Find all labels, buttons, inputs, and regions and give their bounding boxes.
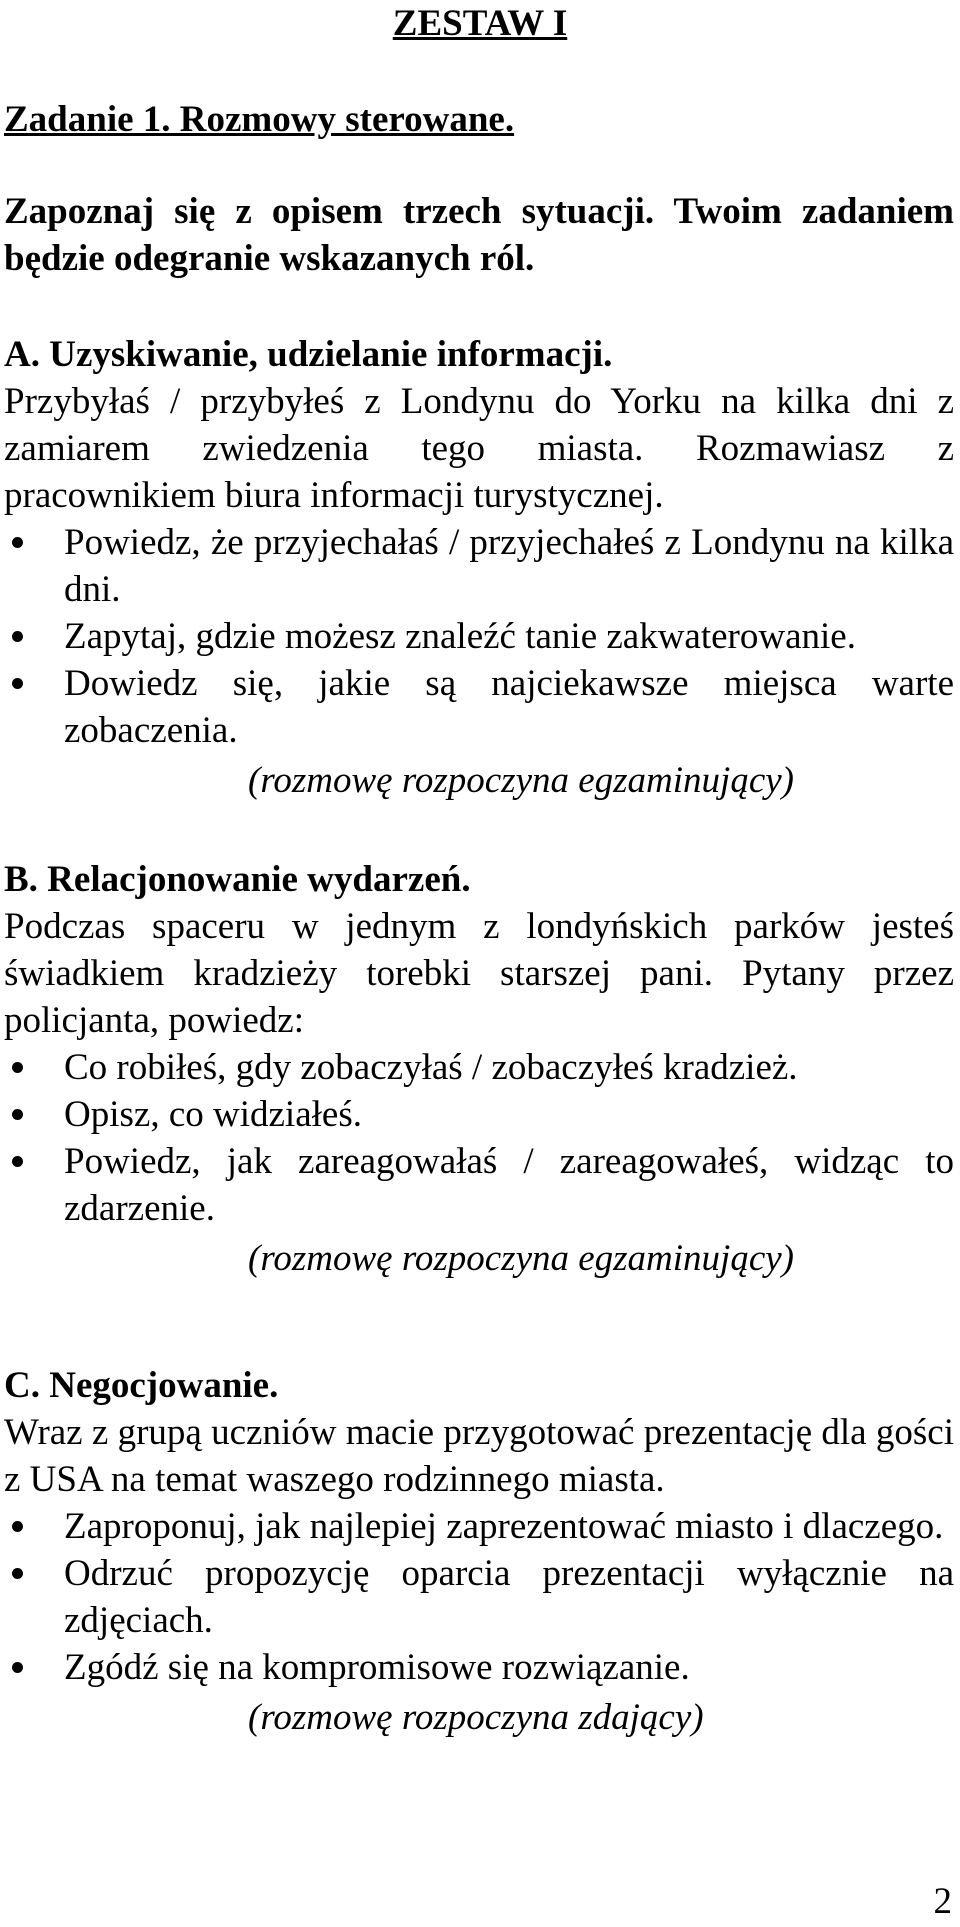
list-item-text: Powiedz, że przyjechałaś / przyjechałeś z Londynu na kilka dni. [64,522,954,610]
page-number: 2 [933,1881,952,1922]
section-note: (rozmowę rozpoczyna egzaminujący) [248,760,795,801]
list-item-text: Powiedz, jak zareagowałaś / zareagowałeś, widząc to zdarzenie. [64,1141,954,1229]
section-note: (rozmowę rozpoczyna egzaminujący) [248,1238,795,1279]
list-item-text: Opisz, co widziałeś. [64,1094,362,1135]
list-item-text: Odrzuć propozycję oparcia prezentacji wyłącznie na zdjęciach. [64,1553,954,1641]
list-item-text: Zapytaj, gdzie możesz znaleźć tanie zakwaterowanie. [64,616,856,657]
list-item-text: Zgódź się na kompromisowe rozwiązanie. [64,1647,690,1688]
bullet-icon [12,1568,23,1579]
bullet-icon [12,1521,23,1532]
section-note: (rozmowę rozpoczyna zdający) [248,1697,704,1738]
section-description: Przybyłaś / przybyłeś z Londynu do Yorku na kilka dni z zamiarem zwiedzenia tego miasta. Rozmawiasz z pracownikiem biura informacji turystycznej. [4,381,954,516]
bullet-icon [12,1156,23,1167]
bullet-list [4,1044,954,1232]
bullet-icon [12,1109,23,1120]
bullet-list [4,519,954,754]
list-item-text: Zaproponuj, jak najlepiej zaprezentować miasto i dlaczego. [64,1506,944,1547]
bullet-list [4,1503,954,1691]
bullet-icon [12,1062,23,1073]
bullet-icon [12,631,23,642]
section-c [4,1362,954,1741]
list-item [4,1550,954,1644]
list-item [4,1503,954,1550]
task-intro: Zapoznaj się z opisem trzech sytuacji. Twoim zadaniem będzie odegranie wskazanych ról. [4,191,954,279]
bullet-icon [12,537,23,548]
section-heading: A. Uzyskiwanie, udzielanie informacji. [4,334,613,375]
list-item-text: Dowiedz się, jakie są najciekawsze miejsca warte zobaczenia. [64,663,954,751]
list-item [4,519,954,613]
task-title: Zadanie 1. Rozmowy sterowane. [4,99,515,140]
list-item [4,1044,954,1091]
section-b [4,856,954,1282]
section-heading: C. Negocjowanie. [4,1365,279,1406]
list-item [4,660,954,754]
list-item-text: Co robiłeś, gdy zobaczyłaś / zobaczyłeś kradzież. [64,1047,798,1088]
page-title: ZESTAW I [392,3,568,44]
list-item [4,1644,954,1691]
bullet-icon [12,1662,23,1673]
list-item [4,1091,954,1138]
bullet-icon [12,678,23,689]
section-heading: B. Relacjonowanie wydarzeń. [4,859,471,900]
section-a [4,331,954,804]
section-description: Podczas spaceru w jednym z londyńskich parków jesteś świadkiem kradzieży torebki starszej pani. Pytany przez policjanta, powiedz: [4,906,954,1041]
list-item [4,613,954,660]
list-item [4,1138,954,1232]
section-description: Wraz z grupą uczniów macie przygotować prezentację dla gości z USA na temat waszego rodzinnego miasta. [4,1412,954,1500]
